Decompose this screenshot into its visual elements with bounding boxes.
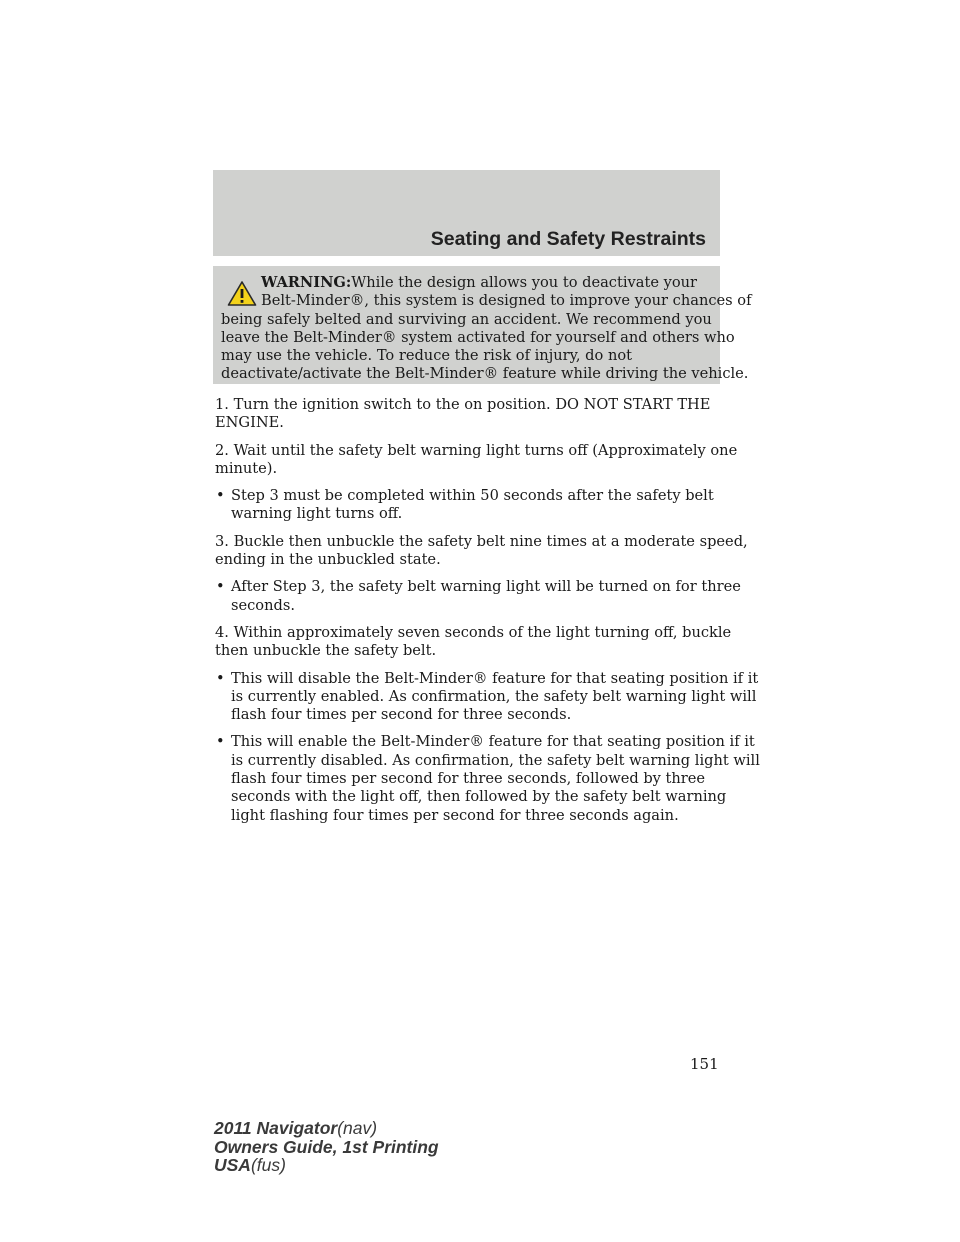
section-header-band xyxy=(213,170,720,256)
warning-line: WARNING:While the design allows you to deactivate your xyxy=(261,274,698,291)
footer-line-region: USA(fus) xyxy=(214,1155,286,1175)
warning-line: being safely belted and surviving an accident. We recommend you xyxy=(221,310,712,328)
footer-imprint xyxy=(214,1119,439,1175)
warning-line: leave the Belt-Minder® system activated for yourself and others who xyxy=(221,328,735,346)
warning-line: deactivate/activate the Belt-Minder® feature while driving the vehicle. xyxy=(221,365,749,383)
bullet-marker: • xyxy=(216,733,225,751)
bullet-marker: • xyxy=(216,487,225,505)
bullet-marker: • xyxy=(216,578,225,596)
page-number: 151 xyxy=(690,1055,719,1073)
section-title: Seating and Safety Restraints xyxy=(430,228,706,250)
warning-box xyxy=(213,266,752,384)
footer-line-guide: Owners Guide, 1st Printing xyxy=(214,1136,439,1157)
step-4: 4. Within approximately seven seconds of the light turning off, buckle then unbuckle the safety belt. xyxy=(215,623,732,660)
warning-line: may use the vehicle. To reduce the risk of injury, do not xyxy=(221,347,633,365)
step-3: 3. Buckle then unbuckle the safety belt nine times at a moderate speed, ending in the unbuckled state. xyxy=(215,532,748,569)
bullet-item: • This will enable the Belt-Minder® feature for that seating position if it is currently disabled. As confirmation, the safety belt warning light will flash four times per second for three seconds, followed by three seconds with the light off, then followed by the safety belt warning light flashing four times per second for three seconds again. xyxy=(216,733,760,824)
step-1: 1. Turn the ignition switch to the on position. DO NOT START THE ENGINE. xyxy=(215,396,711,432)
instructions xyxy=(215,396,760,834)
bullet-item: • After Step 3, the safety belt warning light will be turned on for three seconds. xyxy=(216,578,741,614)
bullet-item: • This will disable the Belt-Minder® feature for that seating position if it is currently enabled. As confirmation, the safety belt warning light will flash four times per second for three seconds. xyxy=(216,669,759,724)
bullet-marker: • xyxy=(216,669,225,687)
step-2: 2. Wait until the safety belt warning light turns off (Approximately one minute). xyxy=(215,441,738,477)
footer-line-model: 2011 Navigator(nav) xyxy=(214,1118,378,1138)
warning-text xyxy=(221,274,752,384)
bullet-item: • Step 3 must be completed within 50 seconds after the safety belt warning light turns off. xyxy=(216,487,714,523)
warning-label: WARNING: xyxy=(261,274,352,291)
warning-line: Belt-Minder®, this system is designed to improve your chances of xyxy=(261,292,752,310)
